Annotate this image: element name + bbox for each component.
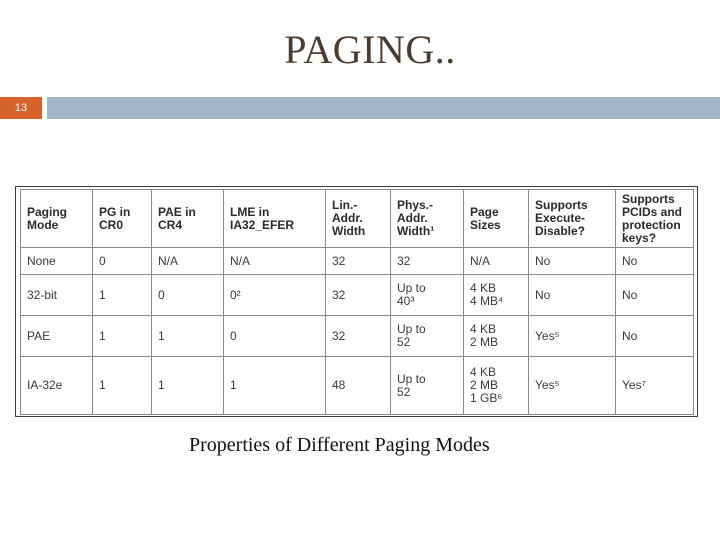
table-cell: 4 KB 4 MB⁴	[464, 275, 529, 316]
table-cell: PAE	[21, 316, 93, 357]
table-cell: N/A	[464, 248, 529, 275]
table-cell: 1	[224, 357, 326, 415]
header-execute-disable: Supports Execute- Disable?	[529, 190, 616, 248]
table-cell: Up to 52	[391, 316, 464, 357]
slide-number: 13	[0, 97, 42, 119]
table-cell: 32	[391, 248, 464, 275]
table-row	[21, 275, 694, 316]
table-cell: 32	[326, 275, 391, 316]
header-phys-addr-width: Phys.- Addr. Width¹	[391, 190, 464, 248]
table-cell: N/A	[224, 248, 326, 275]
table-cell: 1	[152, 316, 224, 357]
table-cell: 48	[326, 357, 391, 415]
table-cell: 0	[224, 316, 326, 357]
table-cell: None	[21, 248, 93, 275]
paging-modes-table	[20, 189, 694, 415]
table-cell: Yes⁷	[616, 357, 694, 415]
table-cell: No	[529, 248, 616, 275]
header-pae-in-cr4: PAE in CR4	[152, 190, 224, 248]
table-row	[21, 316, 694, 357]
table-cell: No	[529, 275, 616, 316]
table-cell: N/A	[152, 248, 224, 275]
table-cell: 1	[152, 357, 224, 415]
table-cell: 32	[326, 316, 391, 357]
table-caption: Properties of Different Paging Modes	[189, 434, 490, 456]
header-pg-in-cr0: PG in CR0	[93, 190, 152, 248]
header-bar	[47, 97, 720, 119]
table-row	[21, 248, 694, 275]
table-cell: No	[616, 275, 694, 316]
table-cell: No	[616, 248, 694, 275]
slide-title: PAGING..	[284, 27, 456, 72]
table-cell: Yes⁵	[529, 357, 616, 415]
table-cell: IA-32e	[21, 357, 93, 415]
table-cell: No	[616, 316, 694, 357]
table-cell: 4 KB 2 MB	[464, 316, 529, 357]
paging-modes-table-frame	[15, 186, 698, 417]
table-cell: 32-bit	[21, 275, 93, 316]
table-cell: 0²	[224, 275, 326, 316]
table-cell: 4 KB 2 MB 1 GB⁶	[464, 357, 529, 415]
header-pcids-protection-keys: Supports PCIDs and protection keys?	[616, 190, 694, 248]
header-lin-addr-width: Lin.- Addr. Width	[326, 190, 391, 248]
table-cell: 1	[93, 275, 152, 316]
table-cell: 0	[152, 275, 224, 316]
table-cell: Up to 40³	[391, 275, 464, 316]
table-cell: 1	[93, 316, 152, 357]
header-paging-mode: Paging Mode	[21, 190, 93, 248]
header-page-sizes: Page Sizes	[464, 190, 529, 248]
header-lme-in-ia32-efer: LME in IA32_EFER	[224, 190, 326, 248]
table-cell: 1	[93, 357, 152, 415]
table-cell: Up to 52	[391, 357, 464, 415]
table-cell: 0	[93, 248, 152, 275]
table-cell: Yes⁵	[529, 316, 616, 357]
table-cell: 32	[326, 248, 391, 275]
table-row	[21, 357, 694, 415]
table-header-row	[21, 190, 694, 248]
